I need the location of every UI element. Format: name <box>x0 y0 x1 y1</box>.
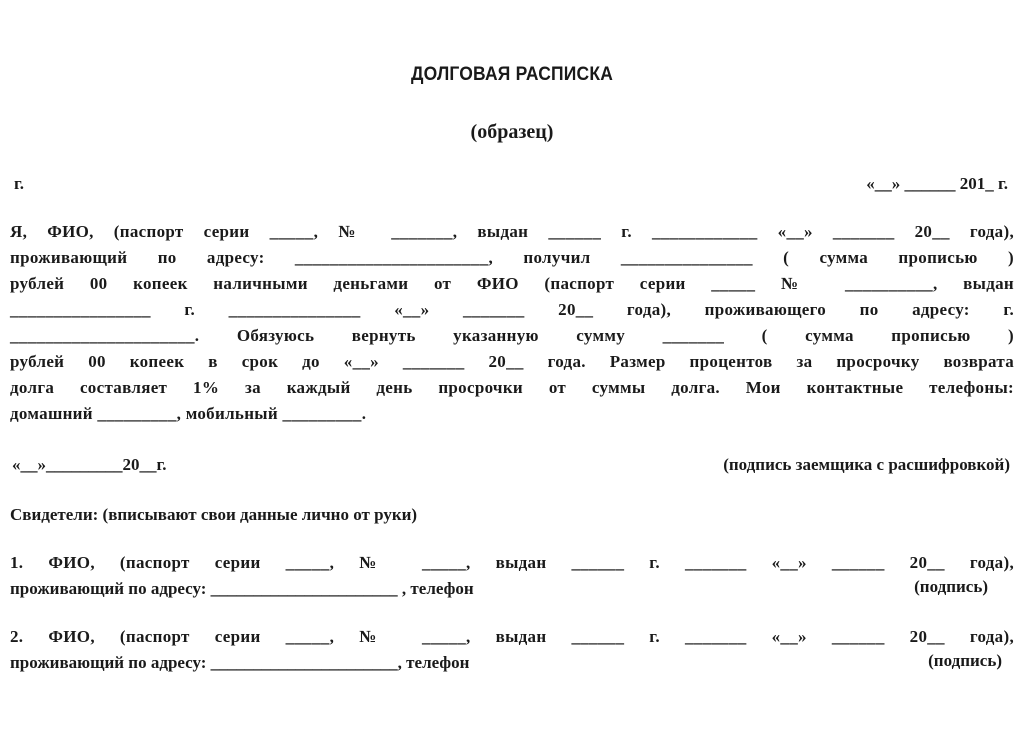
witness-2-line-1: 2. ФИО, (паспорт серии _____, № _____, выдан ______ г. _______ «__» ______ 20__ года), <box>10 627 1014 646</box>
date-label: «__» ______ 201_ г. <box>866 174 1008 193</box>
document-title: ДОЛГОВАЯ РАСПИСКА <box>410 64 614 85</box>
body-line-2: проживающий по адресу: ______________________, получил _______________ ( сумма прописью ) <box>10 248 1014 267</box>
signature-date: «__»_________20__г. <box>12 455 167 474</box>
body-line-1: Я, ФИО, (паспорт серии _____, № _______, выдан ______ г. ____________ «__» _______ 20__ года), <box>10 222 1014 241</box>
document-subtitle: (образец) <box>470 121 554 143</box>
witness-2-line-2: проживающий по адресу: ______________________, телефон <box>10 653 470 672</box>
witness-1-line-1: 1. ФИО, (паспорт серии _____, № _____, выдан ______ г. _______ «__» ______ 20__ года), <box>10 553 1014 572</box>
witness-1-line-2: проживающий по адресу: ______________________ , телефон <box>10 579 474 598</box>
body-line-6: рублей 00 копеек в срок до «__» _______ 20__ года. Размер процентов за просрочку возврата <box>10 352 1014 371</box>
body-line-5: _____________________. Обязуюсь вернуть указанную сумму _______ ( сумма прописью ) <box>10 326 1014 345</box>
witnesses-heading: Свидетели: (вписывают свои данные лично от руки) <box>10 505 418 524</box>
city-label: г. <box>14 174 25 193</box>
body-line-3: рублей 00 копеек наличными деньгами от ФИО (паспорт серии _____ № __________, выдан <box>10 274 1014 293</box>
body-line-8: домашний _________, мобильный _________. <box>10 404 367 423</box>
witness-1-signature: (подпись) <box>914 577 988 596</box>
body-line-7: долга составляет 1% за каждый день просрочки от суммы долга. Мои контактные телефоны: <box>10 378 1014 397</box>
body-line-4: ________________ г. _______________ «__» _______ 20__ года), проживающего по адресу: г. <box>10 300 1014 319</box>
witness-2-signature: (подпись) <box>928 651 1002 670</box>
signature-caption: (подпись заемщика с расшифровкой) <box>723 455 1010 474</box>
